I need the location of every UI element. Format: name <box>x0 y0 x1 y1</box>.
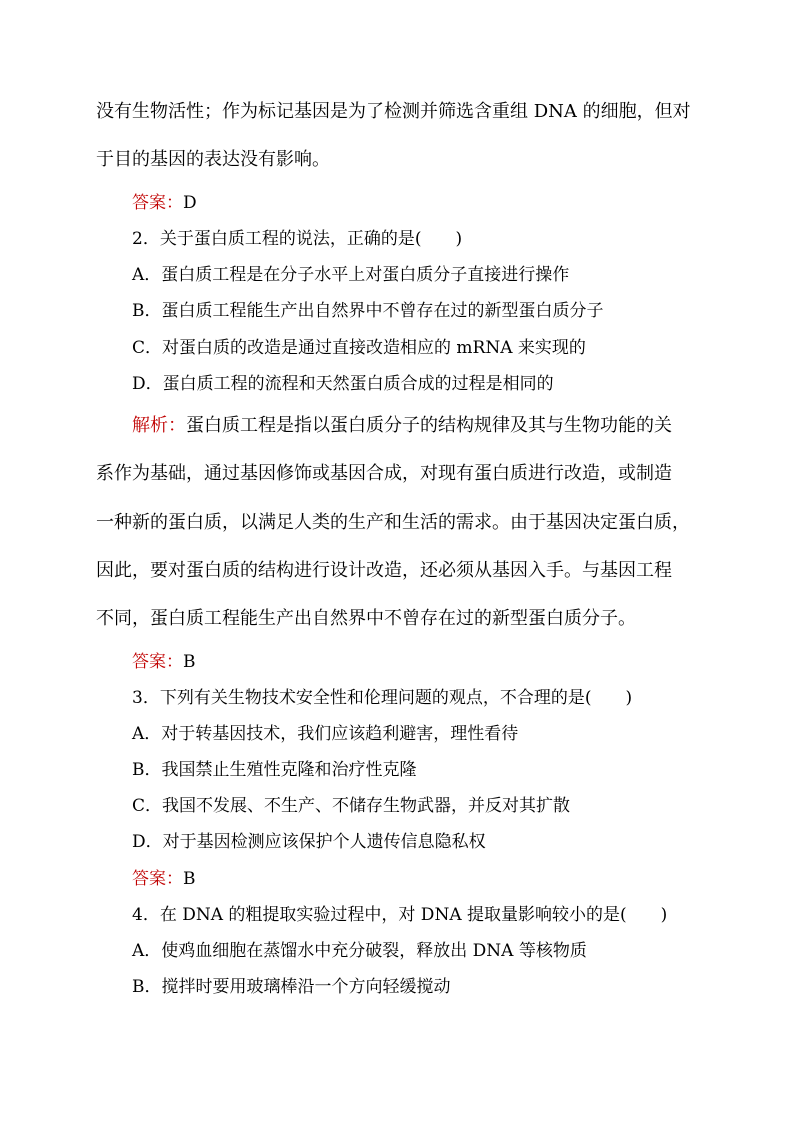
q2-analysis-line-5: 不同，蛋白质工程能生产出自然界中不曾存在过的新型蛋白质分子。 <box>96 608 636 629</box>
q3-option-a: A．对于转基因技术，我们应该趋利避害，理性看待 <box>132 724 519 744</box>
q3-option-d: D．对于基因检测应该保护个人遗传信息隐私权 <box>132 832 486 852</box>
q2-analysis-line-3: 一种新的蛋白质，以满足人类的生产和生活的需求。由于基因决定蛋白质， <box>96 512 690 533</box>
q1-answer <box>132 192 742 214</box>
q2-analysis-label: 解析： <box>132 415 186 436</box>
q2-stem: 2．关于蛋白质工程的说法，正确的是( ) <box>132 229 463 249</box>
q2-analysis-text-1: 蛋白质工程是指以蛋白质分子的结构规律及其与生物功能的关 <box>186 415 672 436</box>
q1-analysis-line-2: 于目的基因的表达没有影响。 <box>96 149 330 170</box>
q3-option-b: B．我国禁止生殖性克隆和治疗性克隆 <box>132 760 417 780</box>
q4-stem: 4．在 DNA 的粗提取实验过程中，对 DNA 提取量影响较小的是( ) <box>132 905 668 925</box>
q1-answer-value: D <box>183 193 197 213</box>
q2-analysis-line-2: 系作为基础，通过基因修饰或基因合成，对现有蛋白质进行改造，或制造 <box>96 463 672 484</box>
q2-answer-label: 答案： <box>132 652 183 672</box>
q2-answer-value: B <box>183 652 196 672</box>
q3-answer-label: 答案： <box>132 869 183 889</box>
q2-option-d: D．蛋白质工程的流程和天然蛋白质合成的过程是相同的 <box>132 374 554 394</box>
q4-option-a: A．使鸡血细胞在蒸馏水中充分破裂，释放出 DNA 等核物质 <box>132 941 587 961</box>
q2-option-a: A．蛋白质工程是在分子水平上对蛋白质分子直接进行操作 <box>132 265 570 285</box>
q3-answer <box>132 868 742 890</box>
q3-stem: 3．下列有关生物技术安全性和伦理问题的观点，不合理的是( ) <box>132 688 633 708</box>
q2-analysis-line-1 <box>132 415 742 437</box>
q1-answer-label: 答案： <box>132 193 183 213</box>
q2-option-c: C．对蛋白质的改造是通过直接改造相应的 mRNA 来实现的 <box>132 338 586 358</box>
q1-analysis-line-1: 没有生物活性；作为标记基因是为了检测并筛选含重组 DNA 的细胞，但对 <box>96 101 691 122</box>
q3-answer-value: B <box>183 869 196 889</box>
q2-answer <box>132 651 742 673</box>
q2-analysis-line-4: 因此，要对蛋白质的结构进行设计改造，还必须从基因入手。与基因工程 <box>96 560 672 581</box>
q4-option-b: B．搅拌时要用玻璃棒沿一个方向轻缓搅动 <box>132 977 451 997</box>
q2-option-b: B．蛋白质工程能生产出自然界中不曾存在过的新型蛋白质分子 <box>132 301 604 321</box>
q3-option-c: C．我国不发展、不生产、不储存生物武器，并反对其扩散 <box>132 796 571 816</box>
